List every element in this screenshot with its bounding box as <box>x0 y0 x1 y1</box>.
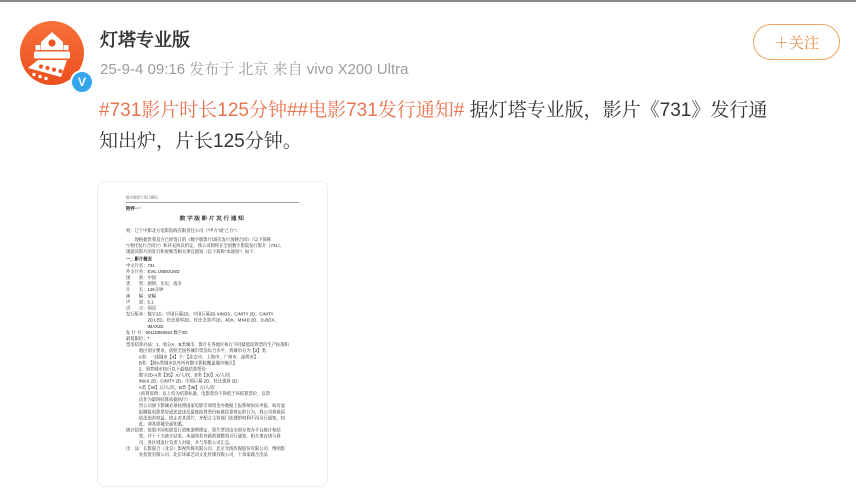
avatar[interactable] <box>20 21 86 89</box>
window-top-border <box>0 0 856 2</box>
notice-line: A类：一线城市【4】个：【北京市、上海市、广州市、深圳市】 <box>126 354 259 360</box>
post-body-line1: 据灯塔专业版，影片《731》发行通 <box>464 100 768 121</box>
notice-line: 一、影片概况 <box>126 256 152 262</box>
notice-line: 数字2D-A类【35】元/人/次，B类【30】元/人/次 <box>126 372 231 378</box>
post-meta: 25-9-4 09:16 发布于 北京 来自 vivo X200 Ultra <box>100 61 409 78</box>
notice-line <box>126 202 299 203</box>
post-image-notice[interactable] <box>97 181 328 487</box>
notice-line: 国 别：中国 <box>126 275 157 281</box>
notice-line: 报瞒报电影票房或恶意违反最低结算票价标准结算规定的行为，我公司将保留 <box>126 409 285 415</box>
follow-button[interactable]: ＋关注 <box>753 24 840 60</box>
notice-line: 画 幅：宽幅 <box>126 293 157 299</box>
notice-line: 地区划分要求，依照全国各城市票房综合水平，将城市分为【2】类： <box>126 348 271 354</box>
notice-line: 中文片名：731 <box>126 262 155 268</box>
notice-line: 致：辽宁中影北方电影院线有限责任公司（“甲方”或“乙方”）： <box>126 227 242 233</box>
notice-line: 2、别类城市执行以下最低结算票价： <box>126 366 211 372</box>
notice-line: 房作为最终结算依据执行） <box>126 397 191 403</box>
notice-line: “《委托发行合同》”）和补充协议约定，我公司即将在全国数字影院发行影片《731》， <box>126 243 285 249</box>
notice-line: 外文片名：EVIL UNBOUND <box>126 268 180 274</box>
notice-line: 统计结算：按照中国电影发行放映条例规定，影片票房由全国专资办平台统计和结 <box>126 427 281 433</box>
notice-line: （结算说明：以上均为结算标准，电影票价不得低于该结算票价，以票 <box>126 390 270 396</box>
notice-line: 司、各区域发行负责人对接，并与华影公司汇总。 <box>126 439 234 445</box>
notice-line: 此，请各影城全面知悉。 <box>126 421 187 427</box>
username[interactable]: 灯塔专业版 <box>100 30 190 50</box>
notice-line: IMAX2D <box>126 323 164 329</box>
notice-line: 发行版本：数字2D、中国巨幕2D、中国巨幕2D XINOS、CINITY 2D、CINITY <box>126 311 274 317</box>
notice-line: 依法追责权益、终止对其供片，并配合主管部门处理的权利不再另行通知，特 <box>126 415 285 421</box>
notice-line: 数字版影片发行通知 <box>179 215 246 222</box>
notice-line: 片 长：125分钟 <box>126 287 164 293</box>
notice-line: 附件一 <box>126 206 141 212</box>
notice-line: 现就该影片的发行和放映等相关事宜通知（以下简称“本通知”）如下： <box>126 249 258 255</box>
verified-badge-icon: V <box>70 70 94 94</box>
notice-line: IMAX 2D、CINITY 2D、中国巨幕 2D、杜比视界 2D： <box>126 378 242 384</box>
post-text <box>99 95 839 157</box>
notice-line: 业投资有限公司、北京环球艺动文化传媒有限公司、十余家联合出品 <box>126 451 268 457</box>
notice-line: B类：【除A类城市以外所有数字影院覆盖城市地区】 <box>126 360 238 366</box>
notice-line: 现根据贵我双方已经签订的《数字版影片/场次发行放映合同》（以下简称 <box>126 236 272 242</box>
notice-line: 语 言：国语 <box>126 305 157 311</box>
notice-document <box>126 195 299 458</box>
hashtag-links[interactable]: #731影片时长125分钟##电影731发行通知# <box>99 100 465 121</box>
notice-line: 数字版影片发行通知 <box>126 196 158 200</box>
notice-line: 发 行 号：0011D965924 数字2D <box>126 329 188 335</box>
notice-line: 类 型：剧情、历史、战争 <box>126 281 182 287</box>
post-body-line2: 知出炉，片长125分钟。 <box>99 131 302 152</box>
notice-line: 最低限价：* <box>126 336 150 342</box>
notice-line: 出 品：长影联合（北京）影视传媒有限公司、北京光线传媒股份有限公司、博纳影 <box>126 445 285 451</box>
notice-line: 2D LED、杜比视界2D、杜比全景声2D、4DX、MX4D 2D、D-BOX、 <box>126 317 279 323</box>
notice-line: 贵公司旗下影城必须按照国家电影专项资金办数据上报系统如实申报，如有虚 <box>126 403 285 409</box>
notice-line: 声 道：5.1 <box>126 299 154 305</box>
notice-line: A类【40】元/人/次，B类【35】元/人/次 <box>126 384 215 390</box>
notice-line: 票房结算办法：1、划分A、B类城市，影片在各地区执行不同最低结算票价生产标准和 <box>126 342 289 348</box>
notice-line: 算，并于十天统计结束，本通知若有新的调整将另行通知，相关事宜请与我 <box>126 433 281 439</box>
